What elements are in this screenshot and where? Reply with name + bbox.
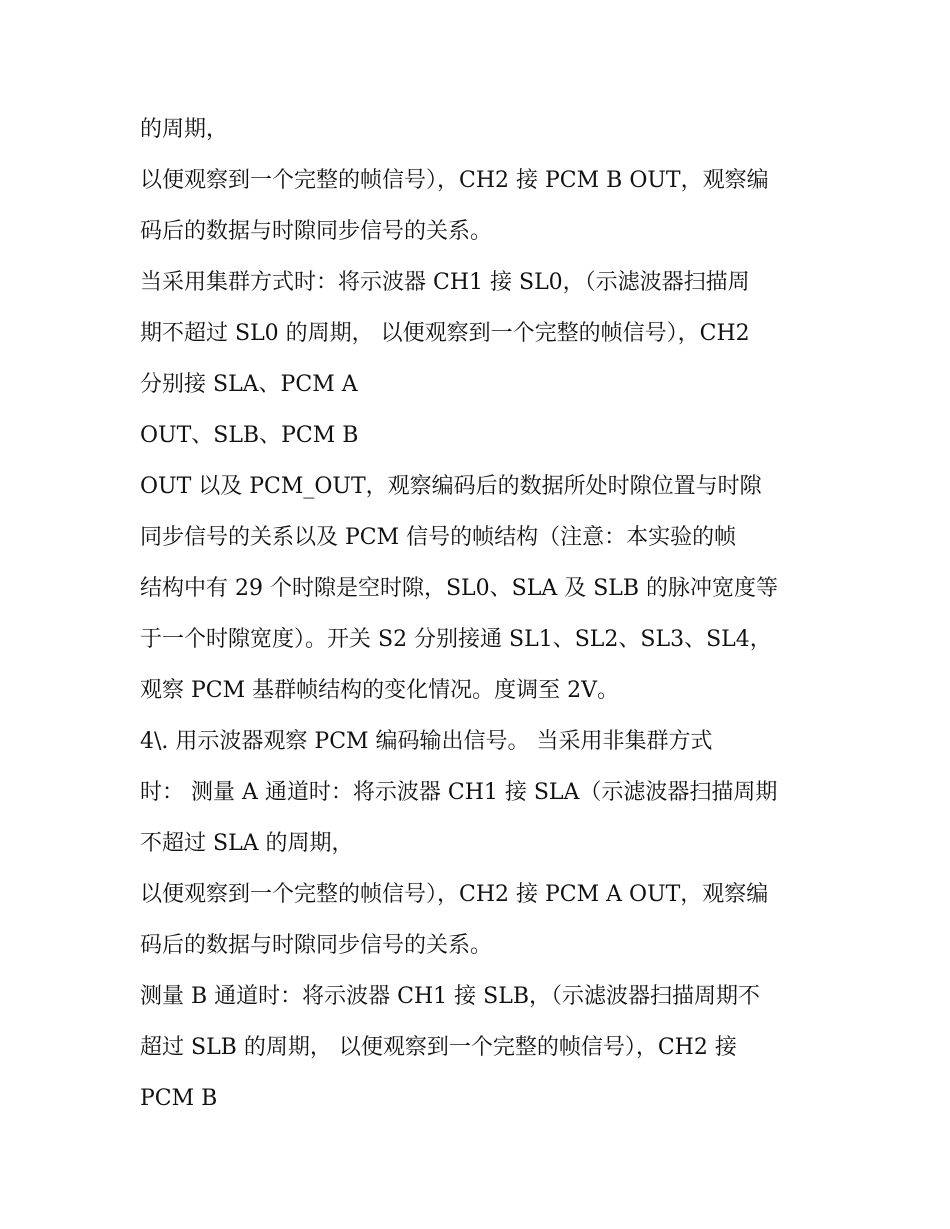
text-line: 测量 B 通道时：将示波器 CH1 接 SLB，（示滤波器扫描周期不 [140, 984, 760, 1009]
text-line: PCM B [140, 1086, 218, 1111]
text-line: 期不超过 SL0 的周期， 以便观察到一个完整的帧信号），CH2 [140, 321, 750, 346]
text-line: 于一个时隙宽度）。开关 S2 分别接通 SL1、SL2、SL3、SL4， [140, 627, 772, 652]
text-line: 不超过 SLA 的周期， [140, 831, 354, 856]
text-line: 同步信号的关系以及 PCM 信号的帧结构（注意：本实验的帧 [140, 525, 737, 550]
text-line: 时： 测量 A 通道时：将示波器 CH1 接 SLA（示滤波器扫描周期 [140, 780, 778, 805]
document-body [140, 104, 830, 1124]
text-line: 超过 SLB 的周期， 以便观察到一个完整的帧信号），CH2 接 [140, 1035, 737, 1060]
text-line: OUT、SLB、PCM B [140, 423, 359, 448]
text-line: 分别接 SLA、PCM A [140, 372, 358, 397]
text-line: 4\. 用示波器观察 PCM 编码输出信号。 当采用非集群方式 [140, 729, 713, 754]
text-line: 码后的数据与时隙同步信号的关系。 [140, 933, 493, 958]
text-line: 结构中有 29 个时隙是空时隙，SL0、SLA 及 SLB 的脉冲宽度等 [140, 576, 779, 601]
text-line: 当采用集群方式时：将示波器 CH1 接 SL0，（示滤波器扫描周 [140, 270, 750, 295]
text-line: OUT 以及 PCM_OUT，观察编码后的数据所处时隙位置与时隙 [140, 474, 762, 499]
text-line: 观察 PCM 基群帧结构的变化情况。度调至 2V。 [140, 678, 620, 703]
text-line: 以便观察到一个完整的帧信号），CH2 接 PCM B OUT，观察编 [140, 168, 769, 193]
text-line: 的周期， [140, 117, 229, 142]
text-line: 以便观察到一个完整的帧信号），CH2 接 PCM A OUT，观察编 [140, 882, 769, 907]
text-line: 码后的数据与时隙同步信号的关系。 [140, 219, 493, 244]
